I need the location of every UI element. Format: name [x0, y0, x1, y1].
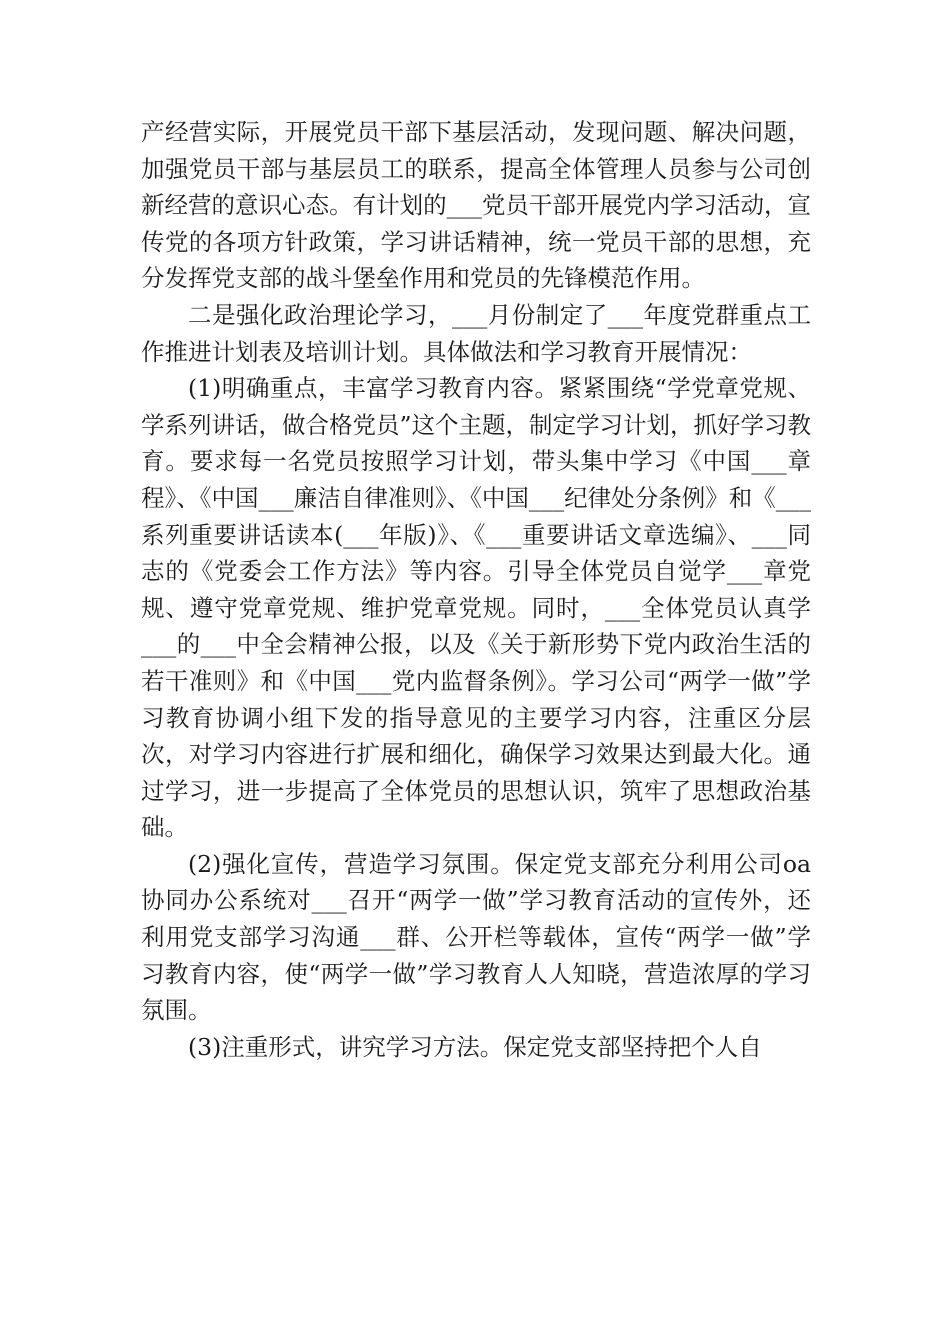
- paragraph-political-theory-study: 二是强化政治理论学习，___月份制定了___年度党群重点工作推进计划表及培训计划。具体做法和学习教育开展情况：: [141, 300, 811, 366]
- paragraph-strengthen-publicity: (2)强化宣传，营造学习氛围。保定党支部充分利用公司oa协同办公系统对___召开“两学一做”学习教育活动的宣传外，还利用党支部学习沟通___群、公开栏等载体，宣传“两学一做”学习教育内容，使“两学一做”学习教育人人知晓，营造浓厚的学习氛围。: [141, 849, 811, 1025]
- paragraph-clarify-focus: (1)明确重点，丰富学习教育内容。紧紧围绕“学党章党规、学系列讲话，做合格党员”这个主题，制定学习计划，抓好学习教育。要求每一名党员按照学习计划，带头集中学习《中国___章程》、《中国___廉洁自律准则》、《中国___纪律处分条例》和《___系列重要讲话读本(___年版)》、《___重要讲话文章选编》、___同志的《党委会工作方法》等内容。引导全体党员自觉学___章党规、遵守党章党规、维护党章党规。同时，___全体党员认真学___的___中全会精神公报，以及《关于新形势下党内政治生活的若干准则》和《中国___党内监督条例》。学习公司“两学一做”学习教育协调小组下发的指导意见的主要学习内容，注重区分层次，对学习内容进行扩展和细化，确保学习效果达到最大化。通过学习，进一步提高了全体党员的思想认识，筑牢了思想政治基础。: [141, 374, 812, 842]
- document-body: [141, 114, 811, 1065]
- paragraph-continuation: 产经营实际，开展党员干部下基层活动，发现问题、解决问题，加强党员干部与基层员工的联系，提高全体管理人员参与公司创新经营的意识心态。有计划的___党员干部开展党内学习活动，宣传党的各项方针政策，学习讲话精神，统一党员干部的思想，充分发挥党支部的战斗堡垒作用和党员的先锋模范作用。: [141, 118, 811, 293]
- paragraph-study-methods: (3)注重形式，讲究学习方法。保定党支部坚持把个人自: [188, 1032, 762, 1061]
